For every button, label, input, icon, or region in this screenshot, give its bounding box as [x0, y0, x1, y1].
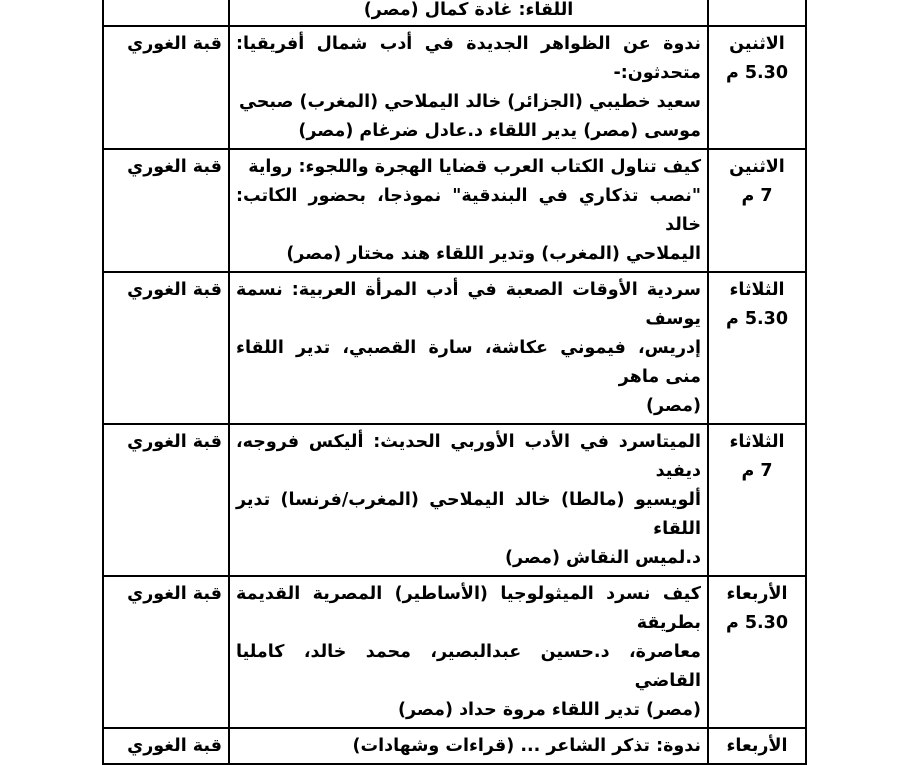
description-line: موسى (مصر) يدير اللقاء د.عادل ضرغام (مصر): [298, 121, 701, 141]
day-label: الأربعاء: [726, 736, 788, 756]
time-label: 7 م: [741, 461, 773, 481]
day-label: الاثنين: [729, 34, 785, 54]
day-label: الأربعاء: [726, 584, 788, 604]
table-row: [103, 424, 806, 576]
venue-cell: قبة الغوري: [103, 728, 229, 764]
venue-cell: [103, 0, 229, 26]
description-cell: [229, 424, 708, 576]
description-line: (مصر) تدير اللقاء مروة حداد (مصر): [398, 700, 701, 720]
day-cell: [708, 424, 806, 576]
day-cell: [708, 0, 806, 26]
description-cell: [229, 149, 708, 272]
description-line: الميتاسرد في الأدب الأوربي الحديث: أليكس فروجه، ديفيد: [236, 432, 701, 481]
table-row: [103, 272, 806, 424]
description-line: سردية الأوقات الصعبة في أدب المرأة العربية: نسمة يوسف: [236, 280, 701, 329]
venue-cell: قبة الغوري: [103, 424, 229, 576]
day-label: الاثنين: [729, 157, 785, 177]
description-line: كيف نسرد الميثولوجيا (الأساطير) المصرية القديمة بطريقة: [236, 584, 701, 633]
day-cell: [708, 576, 806, 728]
description-line: ندوة عن الظواهر الجديدة في أدب شمال أفريقيا: متحدثون:-: [236, 34, 701, 83]
table-row: [103, 0, 806, 26]
venue-cell: قبة الغوري: [103, 272, 229, 424]
description-cell: [229, 576, 708, 728]
description-line: ألويسيو (مالطا) خالد اليملاحي (المغرب/فرنسا) تدير اللقاء: [236, 490, 701, 539]
table-row: [103, 149, 806, 272]
description-line: معاصرة، د.حسين عبدالبصير، محمد خالد، كامليا القاضي: [236, 642, 701, 691]
description-line: د.لميس النقاش (مصر): [505, 548, 701, 568]
venue-cell: قبة الغوري: [103, 149, 229, 272]
description-cell: [229, 728, 708, 764]
time-label: 5.30 م: [725, 63, 789, 83]
description-line: اليملاحي (المغرب) وتدير اللقاء هند مختار (مصر): [286, 244, 701, 264]
description-cell: [229, 26, 708, 149]
description-cell: [229, 272, 708, 424]
description-line: ندوة: تذكر الشاعر ... (قراءات وشهادات): [352, 736, 701, 756]
venue-cell: قبة الغوري: [103, 26, 229, 149]
description-line: سعيد خطيبي (الجزائر) خالد اليملاحي (المغرب) صبحي: [239, 92, 701, 112]
day-label: الثلاثاء: [729, 432, 785, 452]
schedule-table: [102, 0, 807, 765]
description-cell: [229, 0, 708, 26]
time-label: 7 م: [741, 186, 773, 206]
time-label: 5.30 م: [725, 613, 789, 633]
table-row: [103, 576, 806, 728]
day-cell: [708, 26, 806, 149]
day-cell: [708, 149, 806, 272]
description-line: "نصب تذكاري في البندقية" نموذجا، بحضور الكاتب: خالد: [236, 186, 701, 235]
day-cell: [708, 728, 806, 764]
day-label: الثلاثاء: [729, 280, 785, 300]
venue-cell: قبة الغوري: [103, 576, 229, 728]
table-row: [103, 728, 806, 764]
description-line: اللقاء: غادة كمال (مصر): [363, 0, 574, 20]
description-line: كيف تناول الكتاب العرب قضايا الهجرة واللجوء: رواية: [248, 157, 701, 177]
table-row: [103, 26, 806, 149]
day-cell: [708, 272, 806, 424]
time-label: 5.30 م: [725, 309, 789, 329]
description-line: إدريس، فيموني عكاشة، سارة القصبي، تدير اللقاء منى ماهر: [236, 338, 701, 387]
description-line: (مصر): [646, 396, 701, 416]
